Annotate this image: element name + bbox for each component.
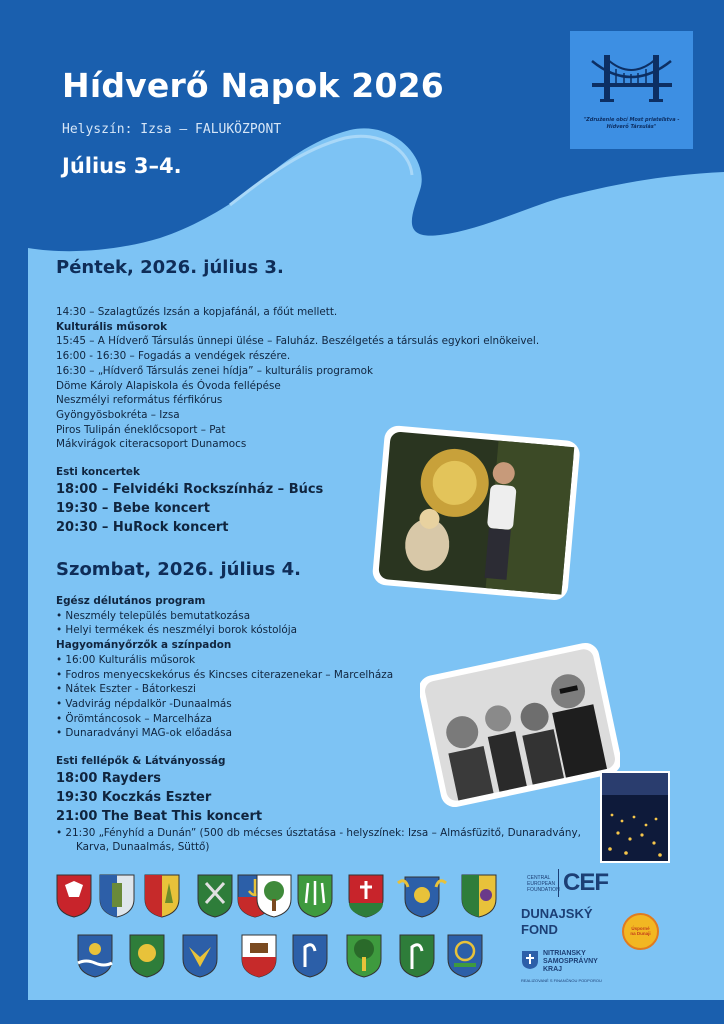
dunajsky-fond-logo	[521, 906, 593, 938]
concert-item: 18:00 – Felvidéki Rockszínház – Búcs	[56, 481, 324, 497]
program-line: Kulturális műsorok	[56, 320, 167, 333]
program-line: • Örömtáncosok – Marcelháza	[56, 712, 212, 725]
evening-item: 18:00 Rayders	[56, 770, 162, 786]
village-crest-icon	[396, 873, 448, 919]
program-line: 15:45 – A Hídverő Társulás ünnepi ülése – Faluház. Beszélgetés a társulás egykori elnökeivel.	[56, 335, 540, 348]
program-line: • Fodros menyecskekórus és Kincses citerazenekar – Marcelháza	[56, 668, 394, 681]
village-crest-icon	[128, 933, 166, 979]
candle-line: • 21:30 „Fényhíd a Dunán” (500 db mécses úsztatása - helyszínek: Izsa – Almásfüzitő, Dunaradvány,	[56, 826, 581, 839]
program-line: Piros Tulipán éneklőcsoport – Pat	[56, 423, 226, 436]
kraj-subtitle: REALIZOVANÉ S FINANČNOU PODPOROU	[521, 978, 602, 983]
program-line: 16:00 - 16:30 – Fogadás a vendégek részére.	[56, 350, 291, 363]
cef-logo	[527, 875, 560, 893]
fond-line: FOND	[521, 922, 558, 937]
program-line: • Dunaradványi MAG-ok előadása	[56, 727, 232, 740]
band-photo	[420, 640, 620, 810]
concert-item: 19:30 – Bebe koncert	[56, 500, 210, 516]
program-line: • Neszmély település bemutatkozása	[56, 609, 251, 622]
program-line: Hagyományőrzők a színpadon	[56, 639, 232, 652]
concert-item: 20:30 – HuRock koncert	[56, 519, 229, 535]
candles-photo	[600, 771, 670, 863]
venue-text: Helyszín: Izsa – FALUKÖZPONT	[62, 122, 282, 137]
village-crest-icon	[345, 933, 383, 979]
saturday-title: Szombat, 2026. július 4.	[56, 559, 301, 580]
badge-line: Úsporné	[631, 926, 650, 931]
evening-item: 21:00 The Beat This koncert	[56, 808, 263, 824]
village-crest-icon	[143, 873, 181, 919]
village-crest-icon	[460, 873, 498, 919]
event-dates: Július 3–4.	[62, 154, 182, 178]
program-line: Gyöngyösbokréta – Izsa	[56, 408, 180, 421]
village-crest-icon	[296, 873, 334, 919]
cef-line: CENTRAL	[527, 875, 551, 881]
program-line: 16:30 – „Hídverő Társulás zenei hídja” – kulturális programok	[56, 364, 373, 377]
bridge-icon	[570, 31, 693, 117]
cef-line: FOUNDATION	[527, 887, 560, 893]
village-crest-icon	[98, 873, 136, 919]
program-line: • Nátek Eszter - Bátorkeszi	[56, 683, 196, 696]
kraj-line: SAMOSPRÁVNY	[543, 958, 598, 965]
friday-concerts	[56, 465, 323, 537]
badge-logo	[622, 913, 659, 950]
village-crest-icon	[240, 933, 278, 979]
candle-line-continued: Karva, Dunaalmás, Süttő)	[76, 841, 210, 854]
logo-caption: "Združenie obcí Most priateľstva - Hídverő Társulás"	[583, 117, 680, 130]
cef-line: EUROPEAN	[527, 881, 556, 887]
village-crest-icon	[181, 933, 219, 979]
kraj-line: KRAJ	[543, 966, 563, 973]
program-line: • Vadvirág népdalkör -Dunaalmás	[56, 697, 232, 710]
village-crest-icon	[196, 873, 234, 919]
program-line: 14:30 – Szalagtűzés Izsán a kopjafánál, a főút mellett.	[56, 306, 338, 318]
village-crest-icon	[398, 933, 436, 979]
evening-label: Esti fellépők & Látványosság	[56, 755, 226, 767]
program-line: • Helyi termékek és neszmélyi borok kóstolója	[56, 624, 298, 637]
village-crest-icon	[255, 873, 293, 919]
program-line: Neszmélyi református férfikórus	[56, 394, 223, 407]
page-title: Hídverő Napok 2026	[62, 66, 444, 105]
program-line: Egész délutános program	[56, 595, 206, 607]
concert-photo	[372, 425, 582, 605]
program-line: Mákvirágok citeracsoport Dunamocs	[56, 438, 247, 451]
association-logo	[570, 31, 693, 149]
village-crest-icon	[76, 933, 114, 979]
program-line: Döme Károly Alapiskola és Óvoda fellépése	[56, 379, 281, 392]
village-crest-icon	[291, 933, 329, 979]
kraj-line: NITRIANSKY	[543, 950, 586, 957]
cef-mark: CEF	[558, 869, 608, 897]
village-crest-icon	[446, 933, 484, 979]
fond-line: DUNAJSKÝ	[521, 906, 593, 921]
program-line: • 16:00 Kulturális műsorok	[56, 653, 196, 666]
evening-item: 19:30 Koczkás Eszter	[56, 789, 212, 805]
village-crest-icon	[55, 873, 93, 919]
saturday-program	[56, 594, 393, 741]
village-crest-icon	[347, 873, 385, 919]
badge-line: na Dunaji	[630, 931, 651, 936]
concerts-label: Esti koncertek	[56, 466, 140, 478]
kraj-crest-icon	[521, 950, 539, 970]
friday-title: Péntek, 2026. július 3.	[56, 257, 284, 278]
